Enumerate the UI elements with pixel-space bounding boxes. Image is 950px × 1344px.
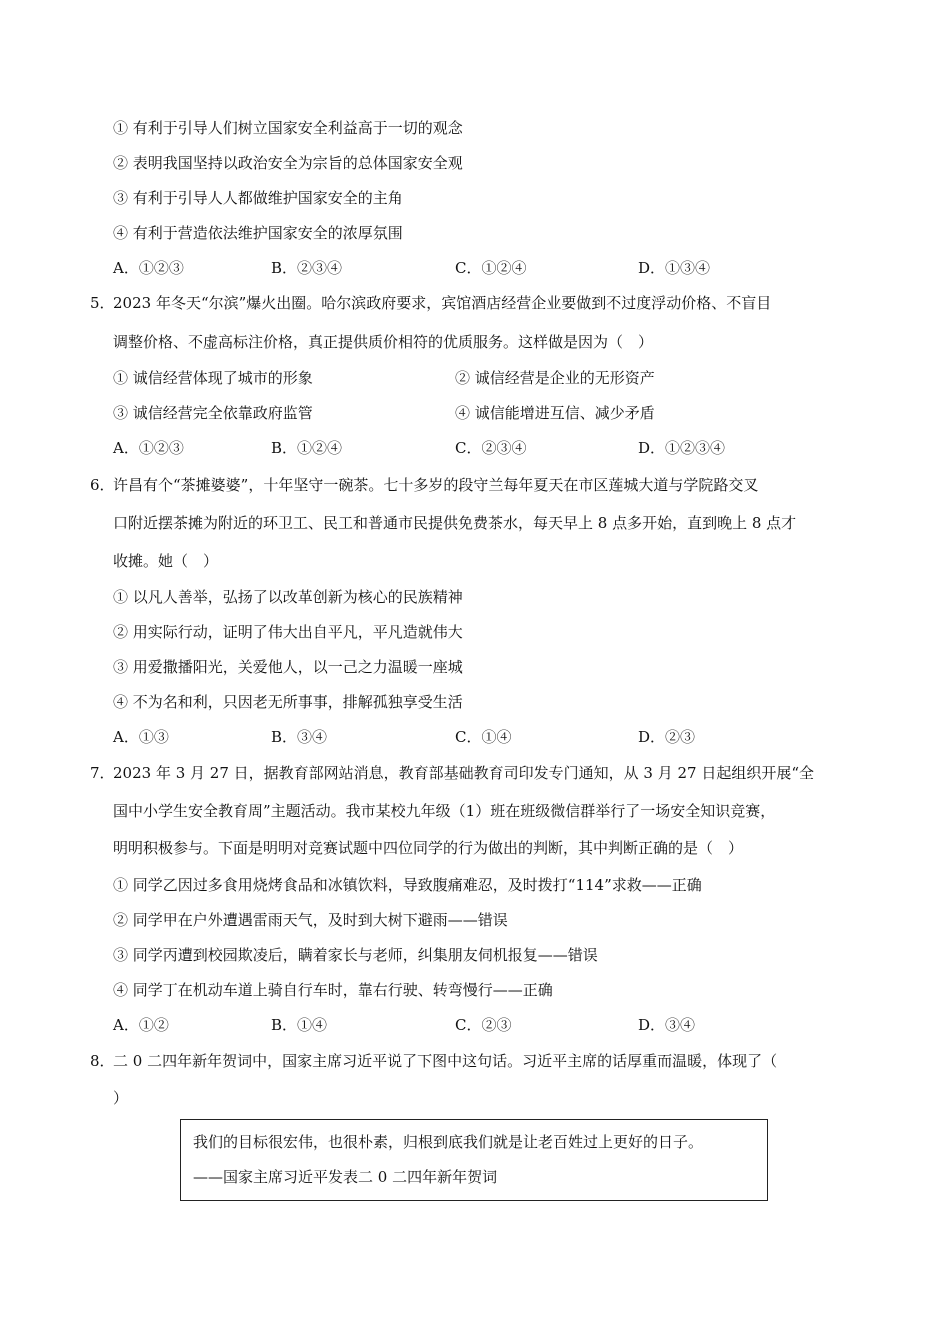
- q7-stem-line-3: 明明积极参与。下面是明明对竞赛试题中四位同学的行为做出的判断，其中判断正确的是（ ）: [113, 839, 744, 857]
- q4-option-c: C．①②④: [455, 259, 527, 277]
- q5-option-a: A．①②③: [113, 439, 184, 457]
- q6-stem-line-1: 许昌有个“茶摊婆婆”，十年坚守一碗茶。七十多岁的段守兰每年夏天在市区莲城大道与学院路交叉: [113, 476, 759, 494]
- q4-item-1: ① 有利于引导人们树立国家安全利益高于一切的观念: [113, 119, 463, 137]
- q5-number: 5．: [90, 294, 115, 312]
- q6-option-d: D．②③: [638, 728, 696, 746]
- q7-item-4: ④ 同学丁在机动车道上骑自行车时，靠右行驶、转弯慢行——正确: [113, 981, 553, 999]
- q4-item-3: ③ 有利于引导人人都做维护国家安全的主角: [113, 189, 403, 207]
- q7-option-a: A．①②: [113, 1016, 169, 1034]
- q5-stem-line-1: 2023 年冬天“尔滨”爆火出圈。哈尔滨政府要求，宾馆酒店经营企业要做到不过度浮动价格、不盲目: [113, 294, 772, 312]
- q6-option-a: A．①③: [113, 728, 169, 746]
- q4-option-d: D．①③④: [638, 259, 711, 277]
- q6-option-b: B．③④: [271, 728, 328, 746]
- q7-option-c: C．②③: [455, 1016, 512, 1034]
- q7-item-2: ② 同学甲在户外遭遇雷雨天气，及时到大树下避雨——错误: [113, 911, 508, 929]
- q4-item-2: ② 表明我国坚持以政治安全为宗旨的总体国家安全观: [113, 154, 463, 172]
- q7-number: 7．: [90, 764, 115, 782]
- q8-stem-line-1: 二 0 二四年新年贺词中，国家主席习近平说了下图中这句话。习近平主席的话厚重而温暖，体现了（: [113, 1052, 778, 1070]
- q6-item-4: ④ 不为名和利，只因老无所事事，排解孤独享受生活: [113, 693, 463, 711]
- q7-stem-line-1: 2023 年 3 月 27 日，据教育部网站消息，教育部基础教育司印发专门通知，从 3 月 27 日起组织开展“全: [113, 764, 815, 782]
- q6-number: 6．: [90, 476, 115, 494]
- quote-text: 我们的目标很宏伟，也很朴素，归根到底我们就是让老百姓过上更好的日子。: [193, 1133, 704, 1151]
- q5-stem-line-2: 调整价格、不虚高标注价格，真正提供质价相符的优质服务。这样做是因为（ ）: [113, 333, 654, 351]
- q5-option-b: B．①②④: [271, 439, 343, 457]
- q7-stem-line-2: 国中小学生安全教育周”主题活动。我市某校九年级（1）班在班级微信群举行了一场安全知识竞赛，: [113, 802, 776, 820]
- q4-option-a: A．①②③: [113, 259, 184, 277]
- q6-item-1: ① 以凡人善举，弘扬了以改革创新为核心的民族精神: [113, 588, 463, 606]
- q7-option-b: B．①④: [271, 1016, 328, 1034]
- q6-option-c: C．①④: [455, 728, 512, 746]
- quote-source: ——国家主席习近平发表二 0 二四年新年贺词: [193, 1168, 498, 1186]
- q4-item-4: ④ 有利于营造依法维护国家安全的浓厚氛围: [113, 224, 403, 242]
- q5-option-c: C．②③④: [455, 439, 527, 457]
- q4-option-b: B．②③④: [271, 259, 343, 277]
- q6-item-2: ② 用实际行动，证明了伟大出自平凡，平凡造就伟大: [113, 623, 463, 641]
- q7-item-3: ③ 同学丙遭到校园欺凌后，瞒着家长与老师，纠集朋友伺机报复——错误: [113, 946, 598, 964]
- q5-item-1: ① 诚信经营体现了城市的形象: [113, 369, 313, 387]
- q6-item-3: ③ 用爱撒播阳光，关爱他人，以一己之力温暖一座城: [113, 658, 463, 676]
- q8-number: 8．: [90, 1052, 115, 1070]
- q6-stem-line-3: 收摊。她（ ）: [113, 552, 219, 570]
- q7-option-d: D．③④: [638, 1016, 696, 1034]
- q5-item-2: ② 诚信经营是企业的无形资产: [455, 369, 655, 387]
- q5-item-4: ④ 诚信能增进互信、减少矛盾: [455, 404, 655, 422]
- q5-option-d: D．①②③④: [638, 439, 726, 457]
- q7-item-1: ① 同学乙因过多食用烧烤食品和冰镇饮料，导致腹痛难忍，及时拨打“114”求救——正确: [113, 876, 702, 894]
- quote-box: [180, 1119, 768, 1201]
- q5-item-3: ③ 诚信经营完全依靠政府监管: [113, 404, 313, 422]
- q8-stem-line-2: ）: [113, 1089, 129, 1107]
- q6-stem-line-2: 口附近摆茶摊为附近的环卫工、民工和普通市民提供免费茶水，每天早上 8 点多开始，直到晚上 8 点才: [113, 514, 797, 532]
